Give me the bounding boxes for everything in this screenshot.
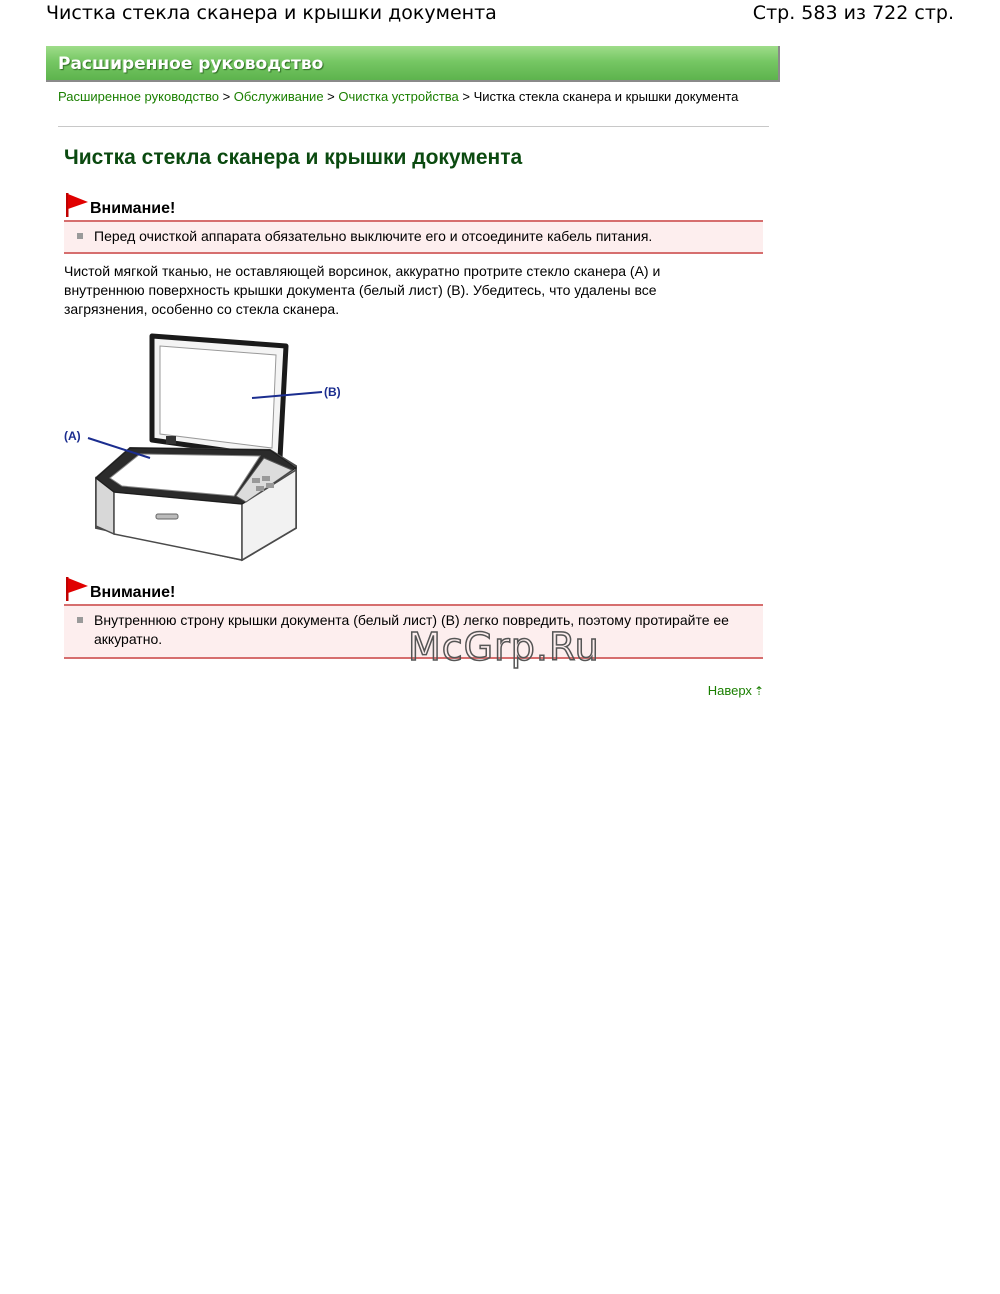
bullet-icon — [77, 233, 83, 239]
breadcrumb-separator: > — [222, 89, 231, 104]
caution-block-power — [64, 192, 763, 254]
back-to-top — [708, 683, 764, 698]
bullet-icon — [77, 617, 83, 623]
banner-title: Расширенное руководство — [58, 54, 324, 74]
label-a: (A) — [64, 429, 81, 443]
breadcrumb-separator: > — [327, 89, 335, 104]
scanner-illustration — [60, 328, 360, 568]
caution-box — [64, 220, 763, 254]
print-header-title: Чистка стекла сканера и крышки документа — [46, 2, 497, 24]
caution-caption — [64, 192, 763, 220]
breadcrumb-link-cleaning[interactable]: Очистка устройства — [338, 89, 459, 104]
page-title: Чистка стекла сканера и крышки документа — [64, 146, 523, 169]
print-header-page-number: Стр. 583 из 722 стр. — [752, 2, 954, 24]
red-flag-icon — [64, 576, 90, 602]
breadcrumb-separator: > — [462, 89, 470, 104]
breadcrumb-link-maintenance[interactable]: Обслуживание — [233, 89, 324, 104]
caution-heading: Внимание! — [90, 584, 176, 601]
caution-text: Перед очисткой аппарата обязательно выключите его и отсоедините кабель питания. — [94, 228, 653, 244]
breadcrumb-link-advanced-guide[interactable]: Расширенное руководство — [58, 89, 219, 104]
breadcrumb-current: Чистка стекла сканера и крышки документа — [473, 89, 739, 104]
back-to-top-link[interactable]: Наверх — [707, 683, 752, 698]
caution-heading: Внимание! — [90, 200, 176, 217]
watermark: McGrp.Ru — [408, 625, 600, 669]
label-b: (B) — [324, 385, 341, 399]
breadcrumb — [58, 88, 758, 106]
scanner-image — [60, 328, 360, 568]
caution-caption — [64, 576, 763, 604]
instruction-paragraph: Чистой мягкой тканью, не оставляющей ворсинок, аккуратно протрите стекло сканера (A) и внутреннюю поверхность крышки документа (белый лист) (B). Убедитесь, что удалены все загрязнения, особенно со стекла сканера. — [64, 263, 661, 317]
breadcrumb-divider — [58, 126, 769, 127]
arrow-up-icon: ⇡ — [753, 684, 764, 698]
red-flag-icon — [64, 192, 90, 218]
manual-banner — [46, 46, 780, 82]
caution-text: Внутреннюю строну крышки документа (белый лист) (B) легко повредить, поэтому протирайте ее аккуратно. — [94, 612, 729, 647]
print-header — [46, 2, 954, 28]
